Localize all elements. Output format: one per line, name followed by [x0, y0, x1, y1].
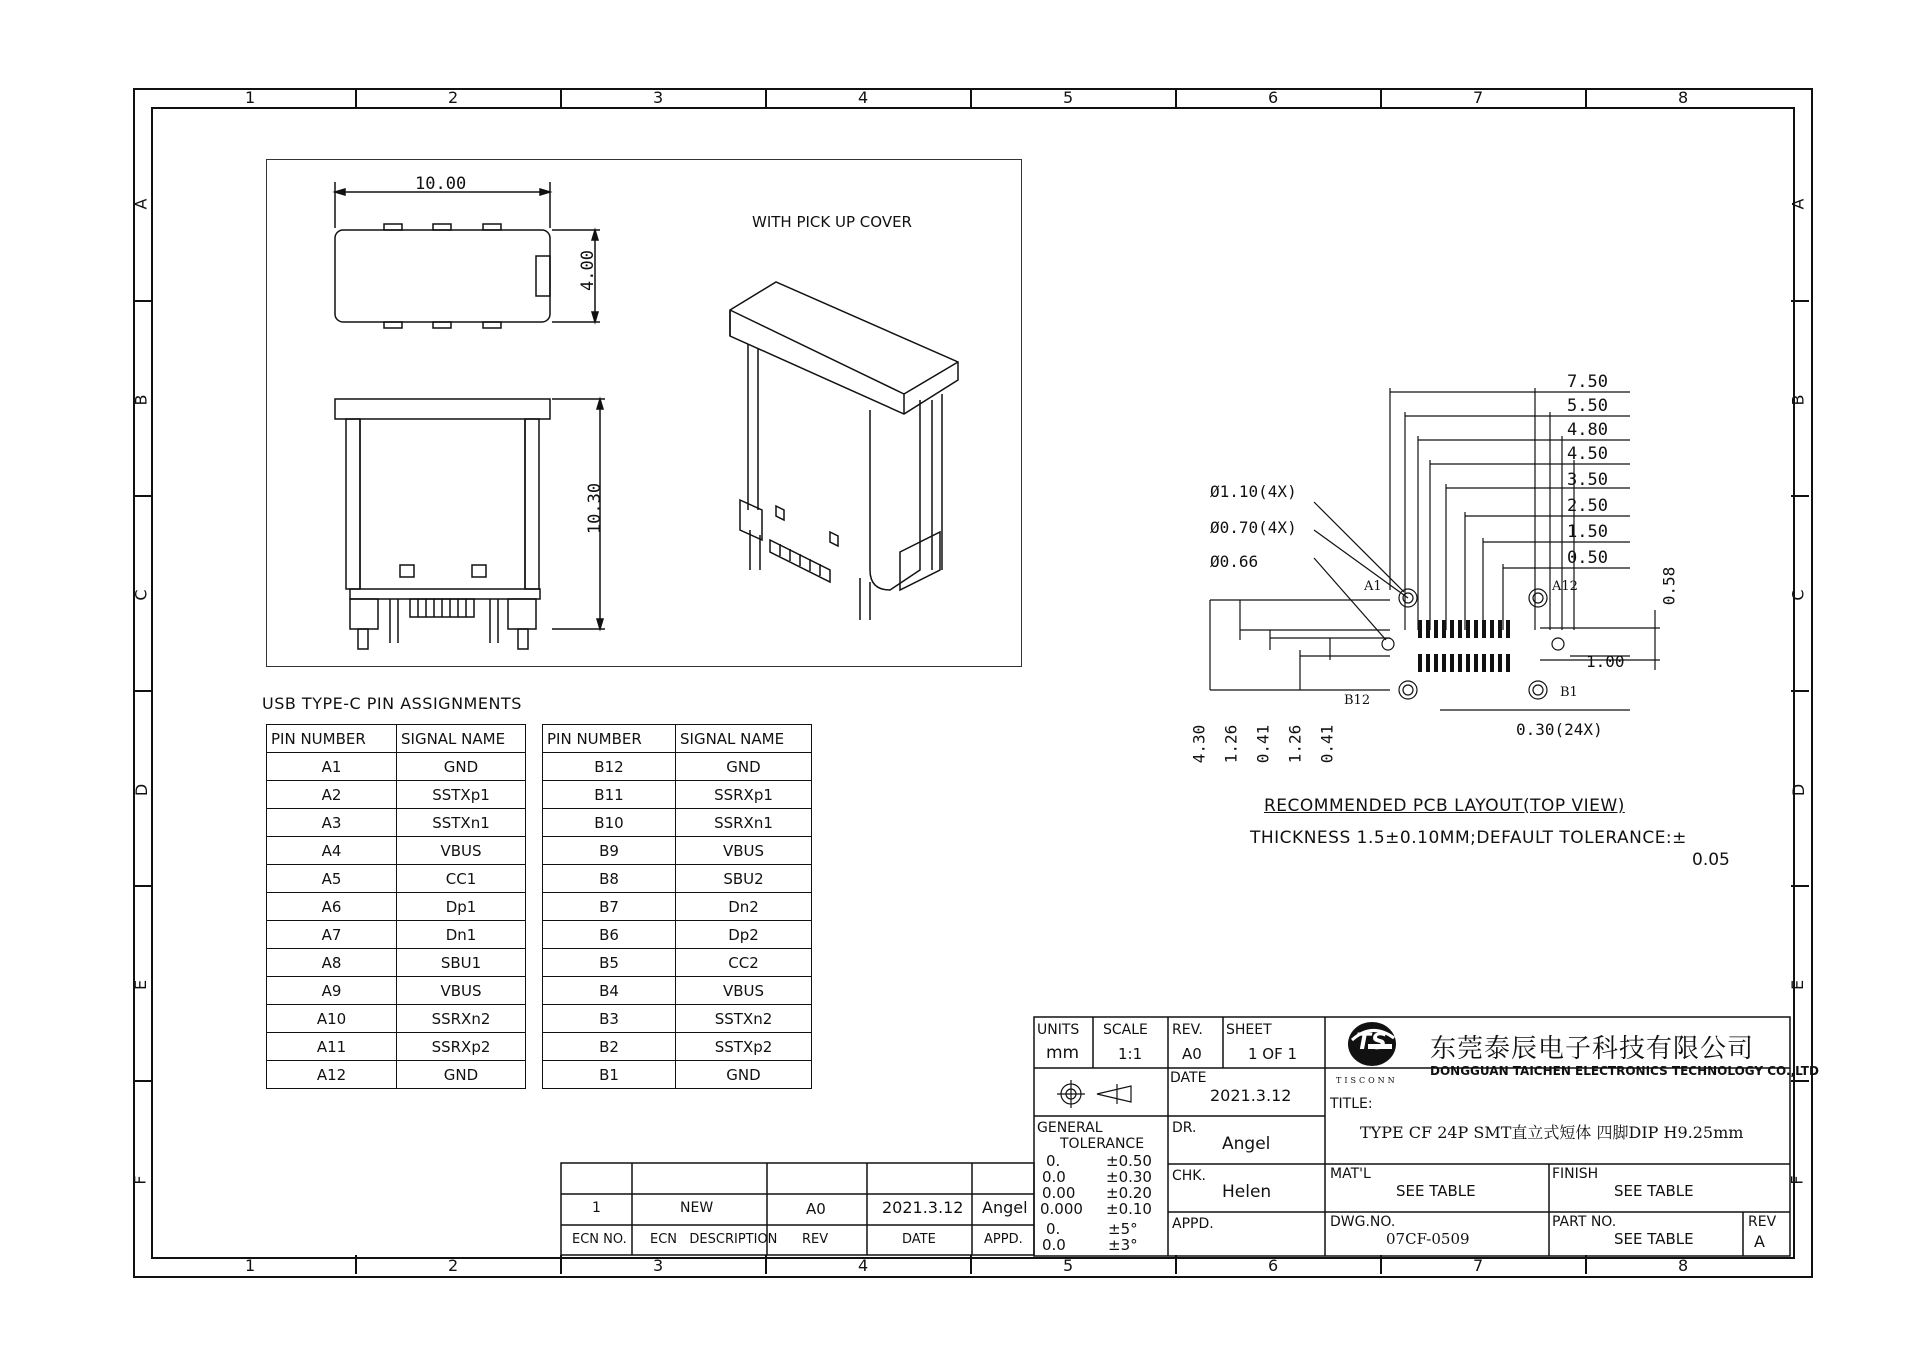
- signal-name: Dp1: [397, 893, 526, 921]
- pcb-hole-0-66: Ø0.66: [1210, 552, 1259, 571]
- pin-section-title: USB TYPE-C PIN ASSIGNMENTS: [262, 694, 522, 713]
- table-row: [267, 1005, 526, 1033]
- row-d-right: D: [1789, 783, 1809, 797]
- pin-number: B7: [543, 893, 676, 921]
- col-3-bottom: 3: [653, 1256, 664, 1275]
- company-name-en: DONGGUAN TAICHEN ELECTRONICS TECHNOLOGY CO.,LTD: [1430, 1064, 1819, 1078]
- pin-number: B11: [543, 781, 676, 809]
- tol-left-4: 0.: [1046, 1220, 1061, 1238]
- signal-name: SSRXp1: [676, 781, 812, 809]
- pin-table-right: [542, 724, 812, 1089]
- pcb-pin-label-b12: B12: [1344, 693, 1371, 708]
- tolerance-label: TOLERANCE: [1060, 1136, 1145, 1152]
- signal-name: Dn2: [676, 893, 812, 921]
- col-7-top: 7: [1473, 88, 1484, 107]
- pcb-pin-label-a12: A12: [1552, 579, 1578, 594]
- pin-number: B1: [543, 1061, 676, 1089]
- units-value: mm: [1046, 1043, 1080, 1063]
- units-label: UNITS: [1037, 1022, 1080, 1038]
- signal-name: SSTXp2: [676, 1033, 812, 1061]
- table-row: [543, 1061, 812, 1089]
- col-2-top: 2: [448, 88, 459, 107]
- pcb-dim-0-41-b: 0.41: [1317, 724, 1337, 764]
- pcb-dim-1-50: 1.50: [1567, 522, 1608, 542]
- pin-number: B12: [543, 753, 676, 781]
- pcb-dim-4-80: 4.80: [1567, 420, 1608, 440]
- rev-row-ecn-no: 1: [592, 1200, 601, 1216]
- side-view-drawing: [320, 385, 610, 655]
- col-6-top: 6: [1268, 88, 1279, 107]
- isometric-view-drawing: [720, 270, 980, 640]
- tol-right-3: ±0.10: [1106, 1200, 1152, 1218]
- tol-right-5: ±3°: [1108, 1236, 1138, 1254]
- signal-name: CC2: [676, 949, 812, 977]
- signal-name: SSRXp2: [397, 1033, 526, 1061]
- header-pin-number: PIN NUMBER: [267, 725, 397, 753]
- table-row: [267, 977, 526, 1005]
- table-row: [543, 725, 812, 753]
- pcb-pin-label-b1: B1: [1560, 685, 1578, 700]
- signal-name: SBU1: [397, 949, 526, 977]
- company-name-cn: 东莞泰辰电子科技有限公司: [1430, 1034, 1755, 1064]
- signal-name: SSTXp1: [397, 781, 526, 809]
- signal-name: VBUS: [676, 977, 812, 1005]
- col-5-top: 5: [1063, 88, 1074, 107]
- pcb-caption: RECOMMENDED PCB LAYOUT(TOP VIEW): [1264, 796, 1625, 816]
- table-row: [267, 781, 526, 809]
- table-row: [543, 837, 812, 865]
- signal-name: SBU2: [676, 865, 812, 893]
- signal-name: SSTXn1: [397, 809, 526, 837]
- signal-name: SSRXn1: [676, 809, 812, 837]
- pin-number: B8: [543, 865, 676, 893]
- revision-block-grid: [560, 1162, 1035, 1257]
- row-c-left: C: [131, 589, 151, 601]
- company-logo-text: TS: [1356, 1030, 1387, 1055]
- pin-number: B10: [543, 809, 676, 837]
- table-row: [267, 837, 526, 865]
- rev-value: A0: [1182, 1045, 1202, 1063]
- pcb-note-line2: 0.05: [1692, 850, 1730, 870]
- pcb-dim-1-00: 1.00: [1586, 652, 1625, 671]
- appd-label: APPD.: [1172, 1216, 1214, 1232]
- col-5-bottom: 5: [1063, 1256, 1074, 1275]
- rev-row-description: NEW: [680, 1200, 714, 1216]
- pcb-dim-0-30-24x: 0.30(24X): [1516, 720, 1603, 739]
- pcb-dim-0-41-a: 0.41: [1253, 724, 1273, 764]
- pcb-dim-1-26-b: 1.26: [1285, 724, 1305, 764]
- rev2-value: A: [1754, 1232, 1765, 1251]
- pin-number: A11: [267, 1033, 397, 1061]
- pcb-pin-label-a1: A1: [1364, 579, 1382, 594]
- pin-number: A10: [267, 1005, 397, 1033]
- row-b-right: B: [1788, 394, 1808, 406]
- pin-number: A5: [267, 865, 397, 893]
- row-c-right: C: [1788, 589, 1808, 601]
- pcb-dim-0-50: 0.50: [1567, 548, 1608, 568]
- title-value: TYPE CF 24P SMT直立式短体 四脚DIP H9.25mm: [1360, 1123, 1744, 1142]
- pin-table-left: [266, 724, 526, 1089]
- col-6-bottom: 6: [1268, 1256, 1279, 1275]
- row-e-right: E: [1788, 979, 1808, 991]
- pin-number: B4: [543, 977, 676, 1005]
- col-3-top: 3: [653, 88, 664, 107]
- tol-right-4: ±5°: [1108, 1220, 1138, 1238]
- sheet-label: SHEET: [1226, 1022, 1272, 1038]
- signal-name: VBUS: [676, 837, 812, 865]
- pcb-dim-1-26-a: 1.26: [1221, 724, 1241, 764]
- col-7-bottom: 7: [1473, 1256, 1484, 1275]
- pin-number: A4: [267, 837, 397, 865]
- table-row: [267, 921, 526, 949]
- general-label: GENERAL: [1037, 1120, 1103, 1136]
- signal-name: SSRXn2: [397, 1005, 526, 1033]
- table-row: [543, 1005, 812, 1033]
- table-row: [267, 949, 526, 977]
- tol-left-5: 0.0: [1042, 1236, 1066, 1254]
- col-4-top: 4: [858, 88, 869, 107]
- rev-header-rev: REV: [802, 1232, 829, 1247]
- rev2-label: REV: [1748, 1214, 1777, 1230]
- header-pin-number: PIN NUMBER: [543, 725, 676, 753]
- tol-left-1: 0.0: [1042, 1168, 1066, 1186]
- pcb-dim-0-58: 0.58: [1659, 566, 1679, 606]
- tol-right-0: ±0.50: [1106, 1152, 1152, 1170]
- row-a-right: A: [1788, 198, 1808, 210]
- col-1-bottom: 1: [245, 1256, 256, 1275]
- table-row: [267, 1061, 526, 1089]
- header-signal-name: SIGNAL NAME: [397, 725, 526, 753]
- table-row: [543, 949, 812, 977]
- pcb-layout-drawing: [1190, 370, 1710, 770]
- pcb-dim-5-50: 5.50: [1567, 396, 1608, 416]
- col-4-bottom: 4: [858, 1256, 869, 1275]
- tol-right-1: ±0.30: [1106, 1168, 1152, 1186]
- signal-name: Dn1: [397, 921, 526, 949]
- pin-number: A9: [267, 977, 397, 1005]
- table-row: [543, 1033, 812, 1061]
- pcb-hole-0-70: Ø0.70(4X): [1210, 518, 1297, 537]
- pcb-dim-7-50: 7.50: [1567, 372, 1608, 392]
- pin-number: A12: [267, 1061, 397, 1089]
- rev-header-date: DATE: [902, 1232, 936, 1247]
- part-label: PART NO.: [1552, 1214, 1617, 1230]
- table-row: [543, 865, 812, 893]
- signal-name: SSTXn2: [676, 1005, 812, 1033]
- pin-number: A1: [267, 753, 397, 781]
- side-view-height-dim: 10.30: [585, 482, 606, 535]
- signal-name: GND: [676, 1061, 812, 1089]
- pcb-dim-3-50: 3.50: [1567, 470, 1608, 490]
- table-row: [543, 893, 812, 921]
- table-row: [543, 921, 812, 949]
- pin-number: B2: [543, 1033, 676, 1061]
- table-row: [543, 781, 812, 809]
- pin-number: A2: [267, 781, 397, 809]
- signal-name: GND: [397, 1061, 526, 1089]
- scale-label: SCALE: [1103, 1022, 1148, 1038]
- company-logo-sub: TISCONN: [1336, 1076, 1398, 1085]
- chk-value: Helen: [1222, 1182, 1272, 1202]
- matl-label: MAT'L: [1330, 1166, 1371, 1182]
- rev-header-appd: APPD.: [984, 1232, 1023, 1247]
- finish-value: SEE TABLE: [1614, 1182, 1694, 1200]
- pin-number: B6: [543, 921, 676, 949]
- tol-left-2: 0.00: [1042, 1184, 1076, 1202]
- dwg-label: DWG.NO.: [1330, 1214, 1396, 1230]
- pin-number: A7: [267, 921, 397, 949]
- top-view-height-dim: 4.00: [577, 250, 598, 291]
- signal-name: GND: [397, 753, 526, 781]
- pcb-dim-4-50: 4.50: [1567, 444, 1608, 464]
- sheet-value: 1 OF 1: [1248, 1045, 1298, 1063]
- col-8-top: 8: [1678, 88, 1689, 107]
- dr-label: DR.: [1172, 1120, 1197, 1136]
- row-a-left: A: [131, 198, 151, 210]
- scale-value: 1:1: [1118, 1045, 1143, 1063]
- part-value: SEE TABLE: [1614, 1230, 1694, 1248]
- signal-name: VBUS: [397, 837, 526, 865]
- rev-header-ecn-no: ECN NO.: [572, 1232, 627, 1247]
- table-row: [267, 865, 526, 893]
- col-8-bottom: 8: [1678, 1256, 1689, 1275]
- rev-row-appd: Angel: [982, 1198, 1028, 1217]
- pcb-dim-4-30: 4.30: [1189, 724, 1209, 764]
- pin-number: A6: [267, 893, 397, 921]
- table-row: [267, 893, 526, 921]
- row-d-left: D: [132, 783, 152, 797]
- table-row: [267, 1033, 526, 1061]
- dr-value: Angel: [1222, 1134, 1271, 1154]
- table-row: [267, 725, 526, 753]
- row-b-left: B: [131, 394, 151, 406]
- header-signal-name: SIGNAL NAME: [676, 725, 812, 753]
- chk-label: CHK.: [1172, 1168, 1206, 1184]
- pcb-note-line1: THICKNESS 1.5±0.10MM;DEFAULT TOLERANCE:±: [1250, 828, 1687, 848]
- table-row: [267, 809, 526, 837]
- date-label: DATE: [1170, 1070, 1207, 1086]
- col-2-bottom: 2: [448, 1256, 459, 1275]
- table-row: [543, 809, 812, 837]
- pin-number: B3: [543, 1005, 676, 1033]
- rev-row-rev: A0: [806, 1200, 826, 1218]
- rev-label: REV.: [1172, 1022, 1203, 1038]
- date-value: 2021.3.12: [1210, 1086, 1292, 1105]
- table-row: [267, 753, 526, 781]
- matl-value: SEE TABLE: [1396, 1182, 1476, 1200]
- iso-view-caption: WITH PICK UP COVER: [752, 213, 912, 231]
- signal-name: VBUS: [397, 977, 526, 1005]
- table-row: [543, 977, 812, 1005]
- signal-name: Dp2: [676, 921, 812, 949]
- row-f-left: F: [130, 1175, 150, 1185]
- signal-name: GND: [676, 753, 812, 781]
- row-f-right: F: [1787, 1175, 1807, 1185]
- pin-number: B9: [543, 837, 676, 865]
- pin-number: B5: [543, 949, 676, 977]
- rev-header-description: ECN DESCRIPTION: [650, 1232, 778, 1247]
- finish-label: FINISH: [1552, 1166, 1599, 1182]
- signal-name: CC1: [397, 865, 526, 893]
- tol-left-3: 0.000: [1040, 1200, 1083, 1218]
- pcb-dim-2-50: 2.50: [1567, 496, 1608, 516]
- tol-left-0: 0.: [1046, 1152, 1061, 1170]
- rev-row-date: 2021.3.12: [882, 1198, 964, 1217]
- title-label: TITLE:: [1330, 1096, 1373, 1112]
- top-view-width-dim: 10.00: [415, 174, 467, 194]
- dwg-value: 07CF-0509: [1386, 1230, 1470, 1248]
- tol-right-2: ±0.20: [1106, 1184, 1152, 1202]
- row-e-left: E: [131, 979, 151, 991]
- pcb-hole-1-10: Ø1.10(4X): [1210, 482, 1297, 501]
- top-view-drawing: [320, 180, 610, 340]
- pin-number: A8: [267, 949, 397, 977]
- table-row: [543, 753, 812, 781]
- col-1-top: 1: [245, 88, 256, 107]
- pin-number: A3: [267, 809, 397, 837]
